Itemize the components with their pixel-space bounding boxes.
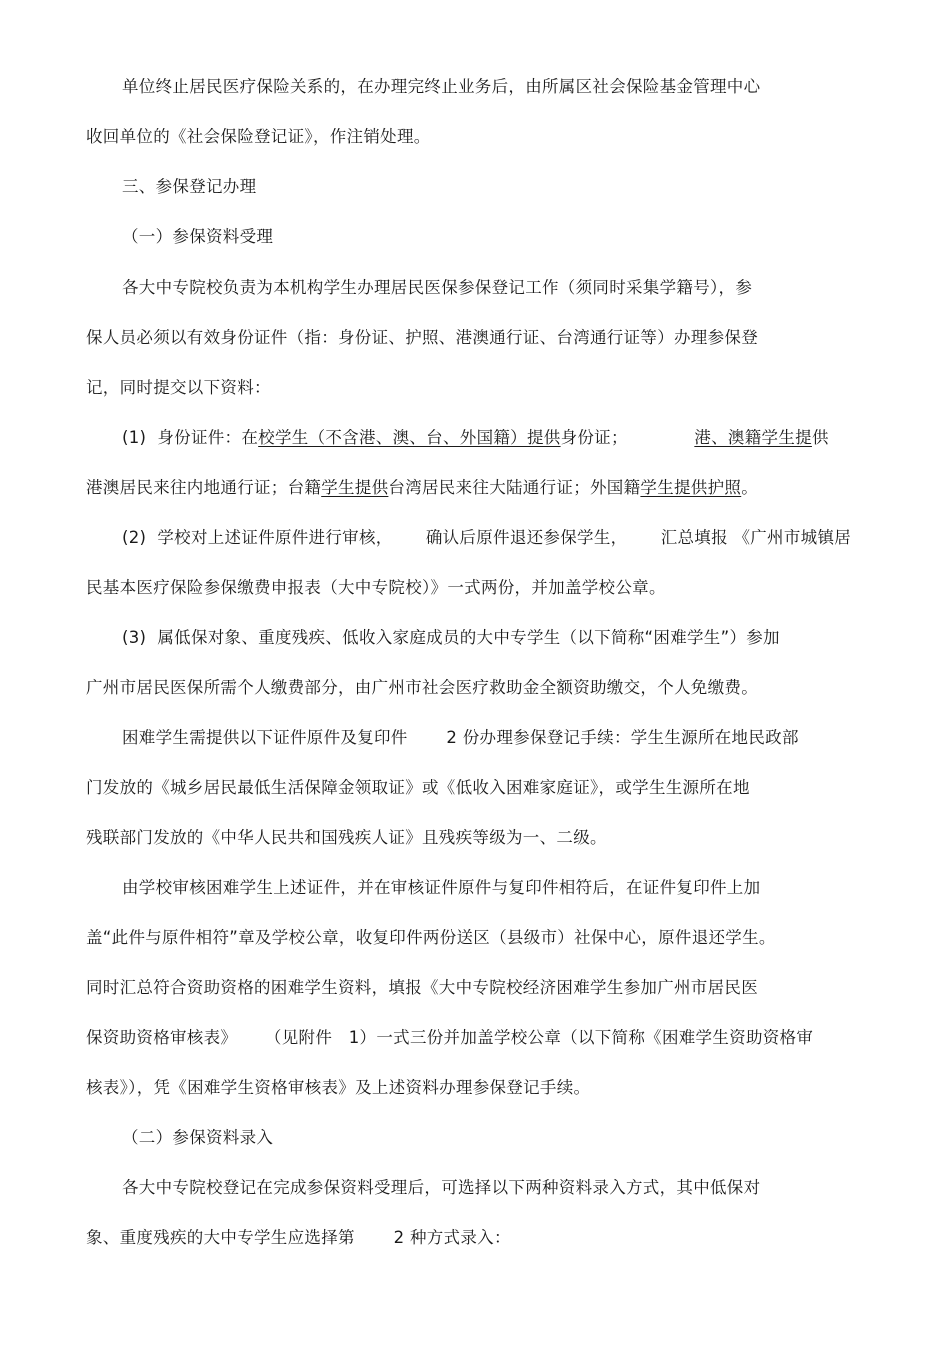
text-segment: 记，同时提交以下资料： (86, 378, 271, 397)
underlined-text: 学生提供 (321, 478, 389, 497)
text-line (86, 1227, 511, 1249)
list-item-3 (122, 627, 780, 649)
text-line (86, 777, 750, 799)
text-line (86, 377, 271, 399)
text-line (122, 877, 760, 899)
text-line (86, 927, 776, 949)
text-line (86, 327, 758, 349)
text-segment: 广州市居民医保所需个人缴费部分，由广州市社会医疗救助金全额资助缴交，个人免缴费。 (86, 678, 758, 697)
text-segment: 残联部门发放的《中华人民共和国残疾人证》且残疾等级为一、二级。 (86, 828, 607, 847)
text-segment: 象、重度残疾的大中专学生应选择第 2 种方式录入： (86, 1228, 511, 1247)
list-item-1 (122, 427, 829, 449)
text-segment: (2) 学校对上述证件原件进行审核， 确认后原件退还参保学生， 汇总填报 《广州市城镇居 (122, 528, 852, 547)
underlined-text: 校学生（不含港、澳、台、外国籍）提供 (258, 428, 561, 447)
text-line (86, 126, 431, 148)
text-segment: 收回单位的《社会保险登记证》，作注销处理。 (86, 127, 431, 146)
text-segment: 核表》），凭《困难学生资格审核表》及上述资料办理参保登记手续。 (86, 1078, 591, 1097)
text-line (86, 1077, 590, 1099)
underlined-text: 港、澳籍学生提 (694, 428, 812, 447)
subsection-heading (122, 1127, 273, 1149)
text-segment: 盖“此件与原件相符”章及学校公章，收复印件两份送区（县级市）社保中心，原件退还学生。 (86, 928, 776, 947)
list-item-2 (122, 527, 851, 549)
text-line (86, 977, 758, 999)
text-line (86, 577, 666, 599)
text-segment: (1) 身份证件：在 (122, 428, 259, 447)
text-segment: 供 (811, 428, 829, 447)
text-segment: 单位终止居民医疗保险关系的，在办理完终止业务后，由所属区社会保险基金管理中心 (122, 77, 761, 96)
text-segment: 同时汇总符合资助资格的困难学生资料，填报《大中专院校经济困难学生参加广州市居民医 (86, 978, 758, 997)
text-line (86, 827, 607, 849)
text-segment: 台湾居民来往大陆通行证；外国籍 (388, 478, 641, 497)
text-line (122, 727, 799, 749)
text-segment: 保资助资格审核表》 （见附件 1）一式三份并加盖学校公章（以下简称《困难学生资助资格审 (86, 1028, 814, 1047)
text-segment: 各大中专院校负责为本机构学生办理居民医保参保登记工作（须同时采集学籍号），参 (122, 278, 753, 297)
text-line (122, 76, 760, 98)
text-segment (628, 428, 695, 447)
text-line (86, 677, 758, 699)
text-segment: 。 (741, 478, 759, 497)
text-line (122, 1177, 760, 1199)
text-line (86, 477, 758, 499)
text-segment: 民基本医疗保险参保缴费申报表（大中专院校）》一式两份，并加盖学校公章。 (86, 578, 666, 597)
text-segment: 三、参保登记办理 (122, 177, 257, 196)
text-segment: 门发放的《城乡居民最低生活保障金领取证》或《低收入困难家庭证》，或学生生源所在地 (86, 778, 750, 797)
underlined-text: 学生提供护照 (640, 478, 742, 497)
text-segment: 身份证； (560, 428, 628, 447)
text-segment: (3) 属低保对象、重度残疾、低收入家庭成员的大中专学生（以下简称“困难学生”）参加 (122, 628, 780, 647)
text-segment: 各大中专院校登记在完成参保资料受理后，可选择以下两种资料录入方式，其中低保对 (122, 1178, 761, 1197)
text-segment: 保人员必须以有效身份证件（指：身份证、护照、港澳通行证、台湾通行证等）办理参保登 (86, 328, 758, 347)
text-segment: （一）参保资料受理 (122, 227, 274, 246)
text-segment: 港澳居民来往内地通行证；台籍 (86, 478, 322, 497)
section-heading (122, 176, 256, 198)
text-line (86, 1027, 813, 1049)
subsection-heading (122, 226, 273, 248)
text-line (122, 277, 752, 299)
text-segment: （二）参保资料录入 (122, 1128, 274, 1147)
text-segment: 由学校审核困难学生上述证件，并在审核证件原件与复印件相符后，在证件复印件上加 (122, 878, 761, 897)
text-segment: 困难学生需提供以下证件原件及复印件 2 份办理参保登记手续：学生生源所在地民政部 (122, 728, 799, 747)
